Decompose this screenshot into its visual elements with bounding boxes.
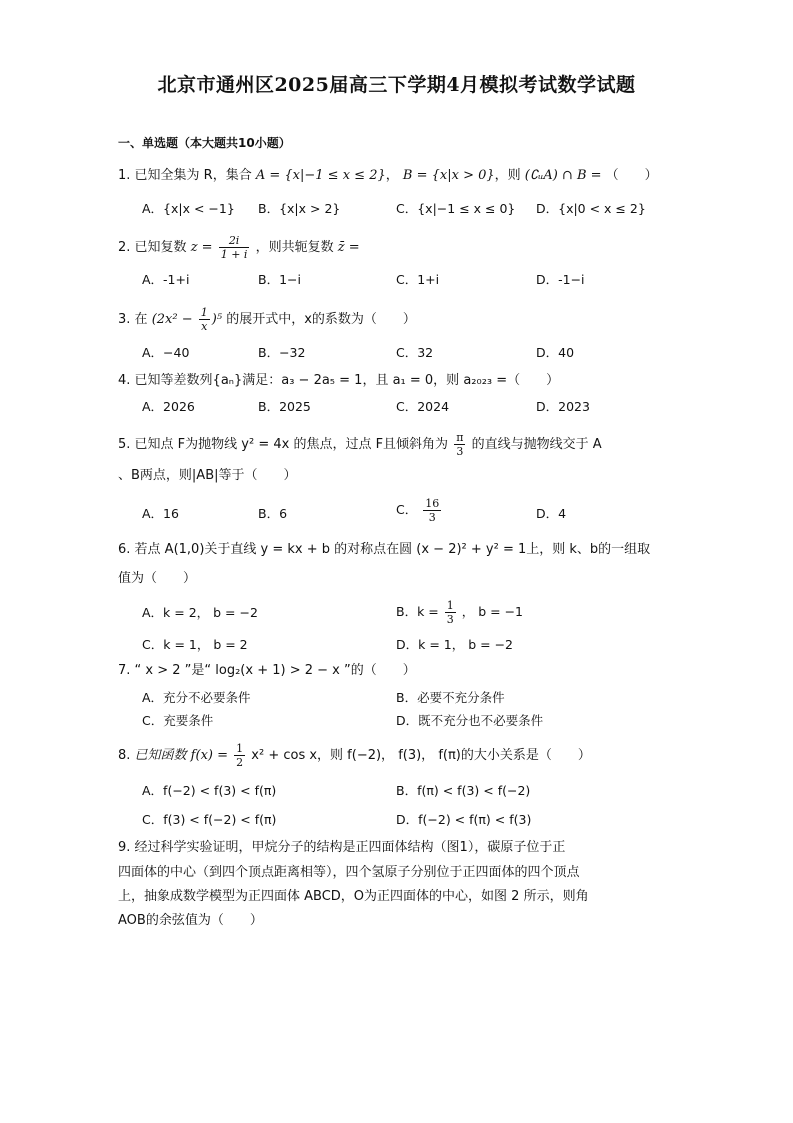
fraction-numerator: 16 [425, 497, 440, 510]
question-number: 9. [118, 840, 131, 855]
question-text: 若点 A(1,0)关于直线 y = kx + b 的对称点在圆 (x − 2)² + y² = 1上，则 k、b的一组取 [134, 542, 651, 557]
option-d: D．k = 1， b = −2 [396, 637, 513, 652]
option-b: B．必要不充分条件 [396, 690, 505, 705]
question-text: x² + cos x，则 f(−2)， f(3)， f(π)的大小关系是（ ） [251, 748, 591, 763]
question-number: 5. [118, 437, 131, 452]
fraction [234, 742, 245, 769]
question-3-stem [118, 306, 416, 333]
question-text: “ x > 2 ”是“ log₂(x + 1) > 2 − x ”的（ ） [134, 663, 416, 678]
fraction-denominator: 3 [428, 511, 436, 524]
math-expression: (2x² − [151, 312, 193, 327]
fraction-numerator: π [456, 431, 464, 444]
option-a: A．k = 2， b = −2 [142, 605, 258, 620]
fraction-numerator: 1 [446, 599, 454, 612]
option-c: C．2024 [396, 399, 450, 414]
option-b: B．6 [258, 506, 288, 521]
fraction-denominator: 3 [456, 445, 464, 458]
option-c: C．k = 1， b = 2 [142, 637, 248, 652]
question-number: 4. [118, 373, 131, 388]
option-b: B．f(π) < f(3) < f(−2) [396, 783, 531, 798]
question-text: 的展开式中，x的系数为（ ） [226, 312, 416, 327]
question-number: 2. [118, 240, 131, 255]
fraction [219, 234, 250, 261]
question-9-line4: AOB的余弦值为（ ） [118, 913, 263, 928]
option-c: C．32 [396, 345, 434, 360]
math-expression: z = [190, 240, 213, 255]
question-text: ，则共轭复数 [255, 240, 334, 255]
question-6-stem-line2: 值为（ ） [118, 571, 197, 586]
option-b: B．2025 [258, 399, 311, 414]
option-d: D．2023 [536, 399, 590, 414]
option-c [396, 497, 443, 524]
option-b: B．−32 [258, 345, 306, 360]
question-number: 3. [118, 312, 131, 327]
question-6-stem [118, 541, 650, 559]
math-expression: (∁ᵤA) ∩ B = [524, 168, 602, 183]
question-number: 1. [118, 168, 131, 183]
question-text: 已知复数 [134, 240, 187, 255]
option-b: B．1−i [258, 272, 301, 287]
option-d: D．40 [536, 345, 575, 360]
math-expression: z̄ = [337, 240, 360, 255]
fraction-numerator: 1 [236, 742, 244, 755]
option-a: A．2026 [142, 399, 195, 414]
question-5-stem [118, 431, 602, 458]
math-expression: A = {x|−1 ≤ x ≤ 2} [255, 168, 386, 183]
question-number: 7. [118, 663, 131, 678]
option-c: C．{x|−1 ≤ x ≤ 0} [396, 201, 516, 216]
question-9-line2: 四面体的中心（到四个顶点距离相等），四个氢原子分别位于正四面体的四个顶点 [118, 865, 580, 880]
fraction [423, 497, 441, 524]
option-a: A．16 [142, 506, 179, 521]
option-a: A．−40 [142, 345, 190, 360]
question-number: 8. [118, 748, 131, 763]
fraction [199, 306, 210, 333]
math-expression: B = {x|x > 0} [402, 168, 495, 183]
answer-blank: （ ） [605, 168, 658, 183]
option-c: C．f(3) < f(−2) < f(π) [142, 812, 277, 827]
question-text: 已知全集为 R，集合 [134, 168, 252, 183]
option-d: D．f(−2) < f(π) < f(3) [396, 812, 532, 827]
option-c: C．1+i [396, 272, 440, 287]
fraction-numerator: 2i [219, 234, 250, 248]
question-text: 经过科学实验证明，甲烷分子的结构是正四面体结构（图1），碳原子位于正 [134, 840, 566, 855]
question-8-stem [118, 742, 591, 769]
question-text: 已知等差数列{aₙ}满足：a₃ − 2a₅ = 1，且 a₁ = 0，则 a₂₀₂₃ =（ ） [134, 373, 560, 388]
option-d: D．-1−i [536, 272, 585, 287]
option-d: D．既不充分也不必要条件 [396, 713, 544, 728]
question-7-stem [118, 662, 416, 680]
question-number: 6. [118, 542, 131, 557]
option-a: A．f(−2) < f(3) < f(π) [142, 783, 277, 798]
option-c: C．充要条件 [142, 713, 214, 728]
question-1-stem [118, 167, 658, 185]
question-9-line3: 上，抽象成数学模型为正四面体 ABCD，O为正四面体的中心，如图 2 所示，则角 [118, 889, 589, 904]
option-b [396, 599, 523, 626]
question-text: 的直线与抛物线交于 A [471, 437, 602, 452]
question-4-stem [118, 372, 559, 390]
option-label: C． [396, 502, 418, 517]
option-d: D．4 [536, 506, 567, 521]
section-heading: 一、单选题（本大题共10小题） [118, 136, 291, 150]
math-expression: )⁵ [211, 312, 223, 327]
fraction-numerator: 1 [200, 306, 208, 319]
option-a: A．-1+i [142, 272, 190, 287]
page-title: 北京市通州区2025届高三下学期4月模拟考试数学试题 [157, 74, 636, 96]
question-text: 已知点 F为抛物线 y² = 4x 的焦点，过点 F且倾斜角为 [134, 437, 449, 452]
fraction-denominator: x [201, 320, 208, 333]
option-label: B．k = [396, 604, 439, 619]
fraction-denominator: 3 [446, 613, 454, 626]
option-text: ， b = −1 [461, 604, 523, 619]
option-a: A．充分不必要条件 [142, 690, 251, 705]
question-text: ， [385, 168, 399, 183]
question-text: ，则 [494, 168, 521, 183]
question-2-stem [118, 234, 360, 261]
fraction [454, 431, 465, 458]
fraction-denominator: 1 + i [220, 248, 248, 261]
option-a: A．{x|x < −1} [142, 201, 235, 216]
question-text: 在 [134, 312, 148, 327]
option-d: D．{x|0 < x ≤ 2} [536, 201, 646, 216]
question-5-stem-line2: 、B两点，则|AB|等于（ ） [118, 468, 297, 483]
fraction [445, 599, 456, 626]
option-b: B．{x|x > 2} [258, 201, 341, 216]
math-expression: 已知函数 f(x) = [134, 748, 228, 763]
fraction-denominator: 2 [236, 756, 244, 769]
question-9-stem [118, 839, 565, 857]
